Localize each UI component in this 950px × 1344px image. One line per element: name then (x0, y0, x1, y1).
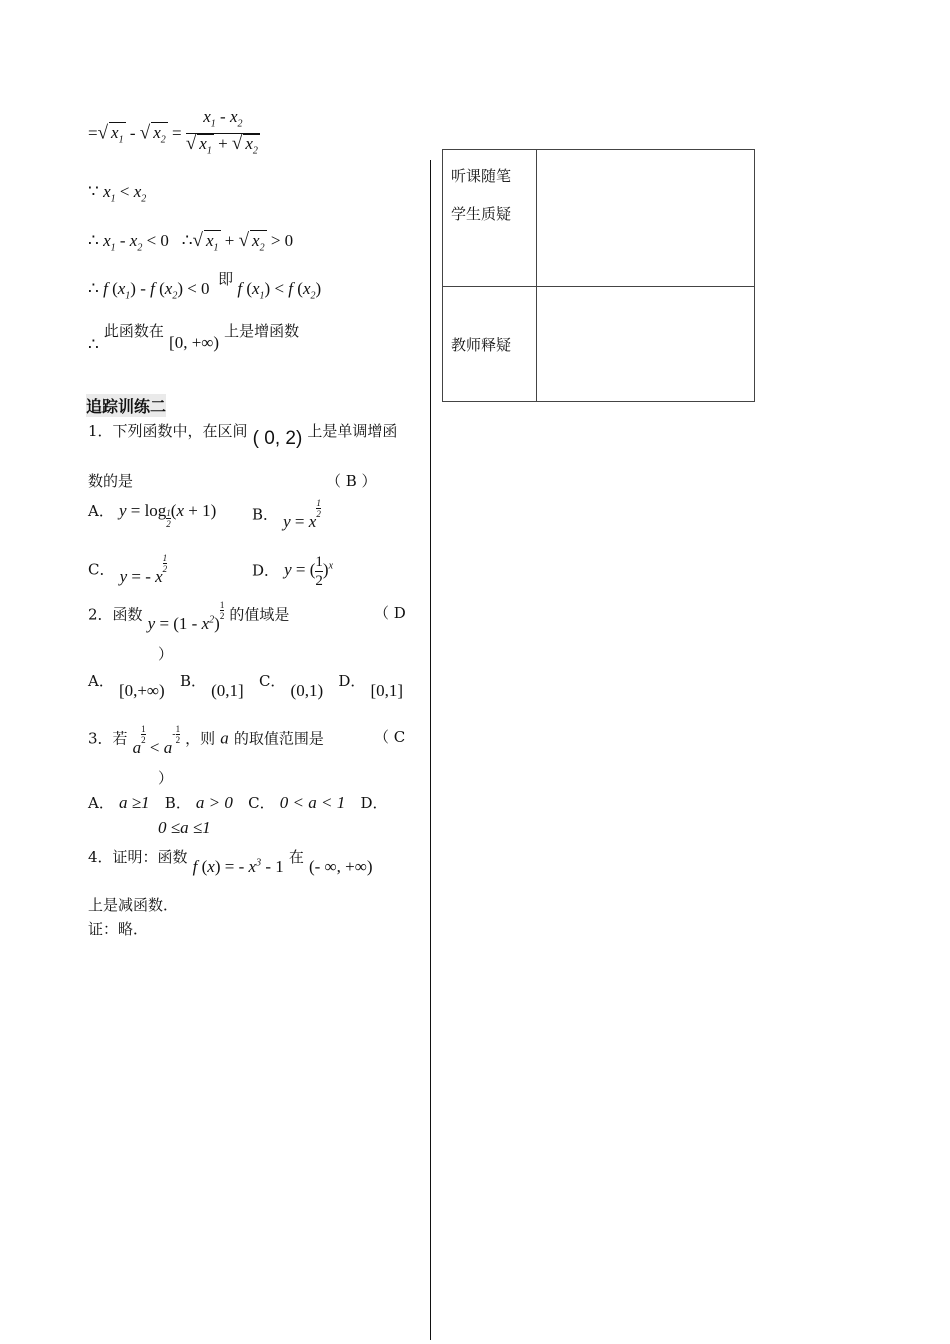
section-heading: 追踪训练二 (86, 394, 166, 417)
q2-options: A． [0,+∞) B． (0,1] C． (0,1) D． [0,1] (88, 672, 404, 700)
q4-stem-line2: 上是减函数． (88, 896, 179, 914)
q1-option-c: C． y = - x $^{\frac{1}{2}}$ (88, 553, 168, 587)
notes-input-cell[interactable] (537, 150, 755, 287)
q3-options: A． a ≥1 B． a > 0 C． 0 < a < 1 D． (88, 793, 388, 812)
notes-label-cell (443, 150, 537, 287)
q1-stem: 1．下列函数中，在区间 ( 0, 2) 上是单调增函 (88, 422, 398, 449)
q1-option-a: A． y = log $_{\frac{1}{2}}$ (x + 1) (88, 501, 217, 529)
notes-table (442, 149, 755, 402)
q3-option-d-value: 0 ≤a ≤1 (158, 818, 211, 837)
notes-input-cell-2[interactable] (537, 287, 755, 402)
notes-label-student-questions: 学生质疑 (451, 205, 512, 223)
fraction: $\frac{x_1 - x_2}{√ x_1 + √ x_2}$ (186, 108, 260, 161)
q4-stem: 4．证明：函数 f (x) = - $x^3 - 1$ 在 (- ∞, +∞) (88, 848, 373, 876)
q3-stem: 3．若 a $^{\frac{1}{2}}$ < $a^{- \frac{1}{2}}$ ，则 a 的取值范围是 (88, 724, 324, 758)
notes-label-listening: 听课随笔 (451, 167, 512, 185)
proof-line-4: ∴ f $(x_1)$ - f $(x_2) < 0$ 即 f $(x_1) < f$ $(x_2)$ (88, 270, 322, 302)
q3-answer-close: ） (158, 769, 174, 787)
q1-option-d: D． y = ( $\frac{1}{2}$ )$^x$ (252, 554, 334, 589)
q1-stem-line2: 数的是 (88, 472, 134, 490)
column-divider (430, 160, 431, 1340)
q2-answer-open: （ D (374, 604, 406, 622)
proof-conclusion: ∴ 此函数在 [0, +∞) 上是增函数 (88, 322, 300, 354)
proof-line-1: =√ $x_1$ - √ $x_2$ = $\frac{x_1 - x_2}{√ x_1 + √ x_2}$ (88, 108, 260, 161)
q3-answer-open: （ C (374, 728, 406, 746)
q2-stem: 2．函数 $y = (1 - x^2)$ $^{\frac{1}{2}}$ 的值域是 (88, 600, 290, 634)
q1-answer: （ B ） (326, 472, 377, 490)
q4-proof: 证：略． (88, 920, 149, 938)
proof-line-3: ∴ $x_1 - x_2 < 0$ ∴√ $x_1$ + √ $x_2 > 0$ (88, 230, 294, 254)
notes-label-teacher-answers: 教师释疑 (451, 335, 512, 354)
q1-option-b: B． y = x $^{\frac{1}{2}}$ (252, 498, 321, 532)
notes-label-cell-2 (443, 287, 537, 402)
proof-line-2: ∵ $x_1 < x_2$ (88, 182, 147, 205)
q2-answer-close: ） (158, 645, 174, 663)
